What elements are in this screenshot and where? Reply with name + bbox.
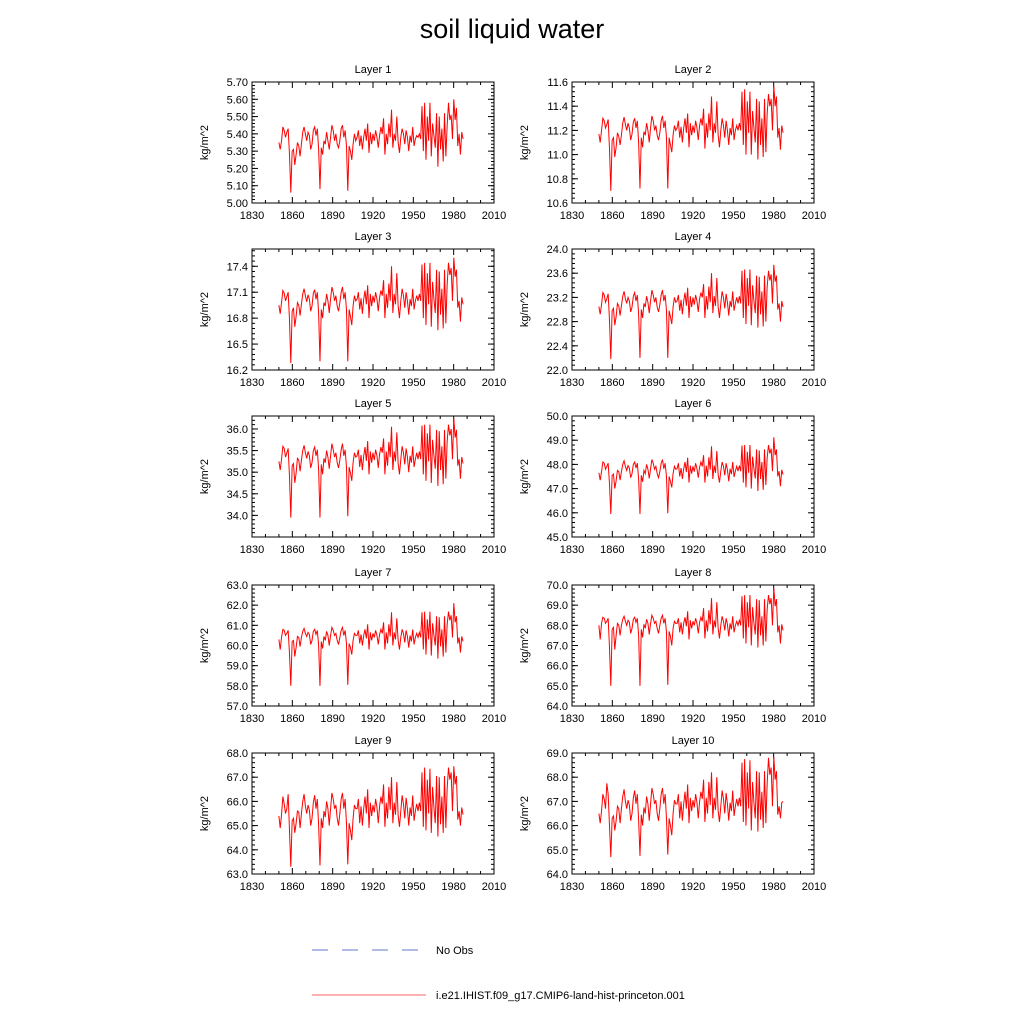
y-tick-label: 23.2 <box>546 292 568 305</box>
x-tick-label: 1830 <box>559 210 585 222</box>
y-axis-label: kg/m^2 <box>199 458 211 495</box>
x-tick-label: 1920 <box>360 210 386 222</box>
y-tick-label: 68.0 <box>546 772 568 785</box>
panel-title: Layer 7 <box>354 567 392 579</box>
y-tick-label: 17.4 <box>226 261 248 274</box>
panel-6 <box>519 398 826 556</box>
x-tick-label: 1920 <box>360 377 386 389</box>
x-tick-label: 1830 <box>239 881 265 893</box>
x-tick-label: 1860 <box>600 210 625 222</box>
x-tick-label: 1980 <box>761 377 786 389</box>
y-tick-label: 68.0 <box>226 748 248 760</box>
y-axis-label: kg/m^2 <box>519 795 531 832</box>
x-tick-label: 1980 <box>761 210 786 222</box>
panel-title: Layer 10 <box>671 735 715 747</box>
y-tick-label: 67.0 <box>546 796 568 809</box>
x-tick-label: 1860 <box>280 544 305 556</box>
x-tick-label: 1980 <box>761 713 786 725</box>
x-tick-label: 1860 <box>600 881 625 893</box>
x-tick-label: 1920 <box>680 881 706 893</box>
plot-frame <box>252 249 494 370</box>
legend-label-model: i.e21.IHIST.f09_g17.CMIP6-land-hist-princeton.001 <box>436 990 685 1002</box>
x-tick-label: 1920 <box>680 377 706 389</box>
y-tick-label: 36.0 <box>226 423 248 436</box>
x-tick-label: 2010 <box>481 544 507 556</box>
y-tick-label: 49.0 <box>546 435 568 448</box>
x-tick-label: 1830 <box>559 544 585 556</box>
y-tick-label: 11.4 <box>547 101 568 114</box>
x-tick-label: 1920 <box>680 713 706 725</box>
y-tick-label: 66.0 <box>546 820 568 833</box>
y-tick-label: 69.0 <box>546 600 568 613</box>
x-tick-label: 1860 <box>600 713 625 725</box>
panel-title: Layer 1 <box>354 64 392 76</box>
y-tick-label: 34.5 <box>226 488 248 501</box>
x-tick-label: 1830 <box>239 210 265 222</box>
x-tick-label: 1860 <box>280 210 305 222</box>
x-tick-label: 1950 <box>721 377 746 389</box>
panel-3 <box>199 231 506 389</box>
plot-frame <box>572 82 814 203</box>
panel-4 <box>519 231 826 389</box>
x-tick-label: 1890 <box>640 544 665 556</box>
x-tick-label: 1830 <box>559 377 585 389</box>
series-line-1 <box>279 766 463 866</box>
y-tick-label: 5.30 <box>226 146 248 159</box>
x-tick-label: 2010 <box>801 377 827 389</box>
panel-title: Layer 5 <box>354 398 392 410</box>
panel-2 <box>519 64 826 222</box>
x-tick-label: 1950 <box>721 544 746 556</box>
y-tick-label: 23.6 <box>546 268 568 281</box>
y-axis-label: kg/m^2 <box>199 795 211 832</box>
y-tick-label: 5.10 <box>226 180 248 193</box>
y-tick-label: 65.0 <box>546 844 568 857</box>
y-axis-label: kg/m^2 <box>519 627 531 664</box>
x-tick-label: 1950 <box>401 881 426 893</box>
y-tick-label: 5.50 <box>226 111 248 124</box>
x-tick-label: 1950 <box>401 713 426 725</box>
y-tick-label: 5.20 <box>226 163 248 176</box>
panel-title: Layer 6 <box>674 398 712 410</box>
y-tick-label: 59.0 <box>226 660 248 673</box>
series-line-1 <box>279 258 463 363</box>
panel-title: Layer 4 <box>674 231 712 243</box>
y-tick-label: 11.2 <box>547 125 568 138</box>
x-tick-label: 1950 <box>401 377 426 389</box>
legend-label-no-obs: No Obs <box>436 945 474 957</box>
series-line-1 <box>279 99 463 192</box>
y-tick-label: 47.0 <box>546 483 568 496</box>
y-tick-label: 5.40 <box>226 128 248 141</box>
y-tick-label: 67.0 <box>226 772 248 785</box>
y-tick-label: 22.4 <box>546 340 568 353</box>
x-tick-label: 1920 <box>360 544 386 556</box>
panel-5 <box>199 398 506 556</box>
y-tick-label: 5.00 <box>226 198 248 210</box>
y-tick-label: 11.6 <box>547 77 568 89</box>
series-line-1 <box>599 86 783 191</box>
y-tick-label: 67.0 <box>546 640 568 653</box>
legend <box>312 945 685 1002</box>
x-tick-label: 1950 <box>401 210 426 222</box>
x-tick-label: 1980 <box>441 210 466 222</box>
y-tick-label: 58.0 <box>226 680 248 693</box>
x-tick-label: 1890 <box>640 713 665 725</box>
x-tick-label: 1890 <box>320 210 345 222</box>
panel-8 <box>519 567 826 725</box>
x-tick-label: 1830 <box>239 713 265 725</box>
panel-7 <box>199 567 506 725</box>
y-tick-label: 16.5 <box>226 339 248 352</box>
y-tick-label: 66.0 <box>546 660 568 673</box>
x-tick-label: 1830 <box>559 881 585 893</box>
plot-frame <box>572 585 814 706</box>
y-tick-label: 65.0 <box>546 680 568 693</box>
y-tick-label: 65.0 <box>226 820 248 833</box>
plot-frame <box>252 585 494 706</box>
x-tick-label: 1890 <box>640 210 665 222</box>
y-axis-label: kg/m^2 <box>519 124 531 161</box>
series-line-1 <box>599 588 783 686</box>
x-tick-label: 2010 <box>801 881 827 893</box>
x-tick-label: 1920 <box>360 713 386 725</box>
x-tick-label: 2010 <box>481 377 507 389</box>
x-tick-label: 2010 <box>801 210 827 222</box>
plot-frame <box>252 416 494 537</box>
x-tick-label: 1860 <box>600 544 625 556</box>
y-tick-label: 63.0 <box>226 580 248 592</box>
y-axis-label: kg/m^2 <box>199 124 211 161</box>
x-tick-label: 1860 <box>600 377 625 389</box>
x-tick-label: 1980 <box>761 544 786 556</box>
y-axis-label: kg/m^2 <box>519 458 531 495</box>
x-tick-label: 2010 <box>481 713 507 725</box>
series-line-1 <box>599 437 783 514</box>
y-tick-label: 22.0 <box>546 365 568 377</box>
x-tick-label: 1950 <box>401 544 426 556</box>
y-tick-label: 22.8 <box>546 316 568 329</box>
y-tick-label: 57.0 <box>226 701 248 713</box>
series-line-1 <box>279 603 463 686</box>
y-tick-label: 45.0 <box>546 532 568 544</box>
y-axis-label: kg/m^2 <box>199 291 211 328</box>
x-tick-label: 1980 <box>441 713 466 725</box>
y-tick-label: 5.60 <box>226 94 248 107</box>
y-tick-label: 64.0 <box>546 701 568 713</box>
y-tick-label: 5.70 <box>226 77 248 89</box>
x-tick-label: 1950 <box>721 713 746 725</box>
y-tick-label: 34.0 <box>226 510 248 523</box>
x-tick-label: 1830 <box>239 377 265 389</box>
x-tick-label: 1980 <box>441 377 466 389</box>
x-tick-label: 2010 <box>801 713 827 725</box>
y-tick-label: 46.0 <box>546 507 568 520</box>
series-line-1 <box>599 757 783 857</box>
panel-10 <box>519 735 826 893</box>
x-tick-label: 1980 <box>441 881 466 893</box>
x-tick-label: 1830 <box>239 544 265 556</box>
figure-title: soil liquid water <box>419 14 605 44</box>
x-tick-label: 1830 <box>559 713 585 725</box>
x-tick-label: 1860 <box>280 713 305 725</box>
x-tick-label: 1920 <box>680 210 706 222</box>
x-tick-label: 1950 <box>721 881 746 893</box>
y-tick-label: 68.0 <box>546 620 568 633</box>
y-tick-label: 35.5 <box>226 445 248 458</box>
x-tick-label: 1950 <box>721 210 746 222</box>
x-tick-label: 2010 <box>481 210 507 222</box>
y-tick-label: 17.1 <box>226 287 248 300</box>
y-tick-label: 48.0 <box>546 459 568 472</box>
x-tick-label: 1980 <box>441 544 466 556</box>
x-tick-label: 1890 <box>640 881 665 893</box>
panel-9 <box>199 735 506 893</box>
y-tick-label: 60.0 <box>226 640 248 653</box>
panel-1 <box>199 64 506 222</box>
y-tick-label: 16.8 <box>226 313 248 326</box>
y-tick-label: 35.0 <box>226 467 248 480</box>
y-tick-label: 10.6 <box>546 198 568 210</box>
x-tick-label: 1890 <box>320 881 345 893</box>
y-axis-label: kg/m^2 <box>199 627 211 664</box>
y-tick-label: 64.0 <box>226 844 248 857</box>
y-tick-label: 11.0 <box>547 149 568 162</box>
panel-title: Layer 8 <box>674 567 712 579</box>
x-tick-label: 1860 <box>280 881 305 893</box>
y-tick-label: 50.0 <box>546 411 568 423</box>
y-axis-label: kg/m^2 <box>519 291 531 328</box>
series-line-1 <box>279 418 463 517</box>
x-tick-label: 1920 <box>360 881 386 893</box>
y-tick-label: 63.0 <box>226 869 248 881</box>
y-tick-label: 10.8 <box>546 173 568 186</box>
x-tick-label: 2010 <box>801 544 827 556</box>
y-tick-label: 62.0 <box>226 600 248 613</box>
panel-title: Layer 3 <box>354 231 392 243</box>
y-tick-label: 70.0 <box>546 580 568 592</box>
panel-title: Layer 2 <box>674 64 712 76</box>
y-tick-label: 69.0 <box>546 748 568 760</box>
x-tick-label: 1890 <box>320 544 345 556</box>
x-tick-label: 1890 <box>320 713 345 725</box>
y-tick-label: 64.0 <box>546 869 568 881</box>
x-tick-label: 1890 <box>320 377 345 389</box>
panel-title: Layer 9 <box>354 735 392 747</box>
series-line-1 <box>599 265 783 359</box>
x-tick-label: 1890 <box>640 377 665 389</box>
y-tick-label: 61.0 <box>226 620 248 633</box>
x-tick-label: 1860 <box>280 377 305 389</box>
y-tick-label: 16.2 <box>226 365 248 377</box>
x-tick-label: 1980 <box>761 881 786 893</box>
y-tick-label: 66.0 <box>226 796 248 809</box>
x-tick-label: 2010 <box>481 881 507 893</box>
x-tick-label: 1920 <box>680 544 706 556</box>
y-tick-label: 24.0 <box>546 244 568 256</box>
